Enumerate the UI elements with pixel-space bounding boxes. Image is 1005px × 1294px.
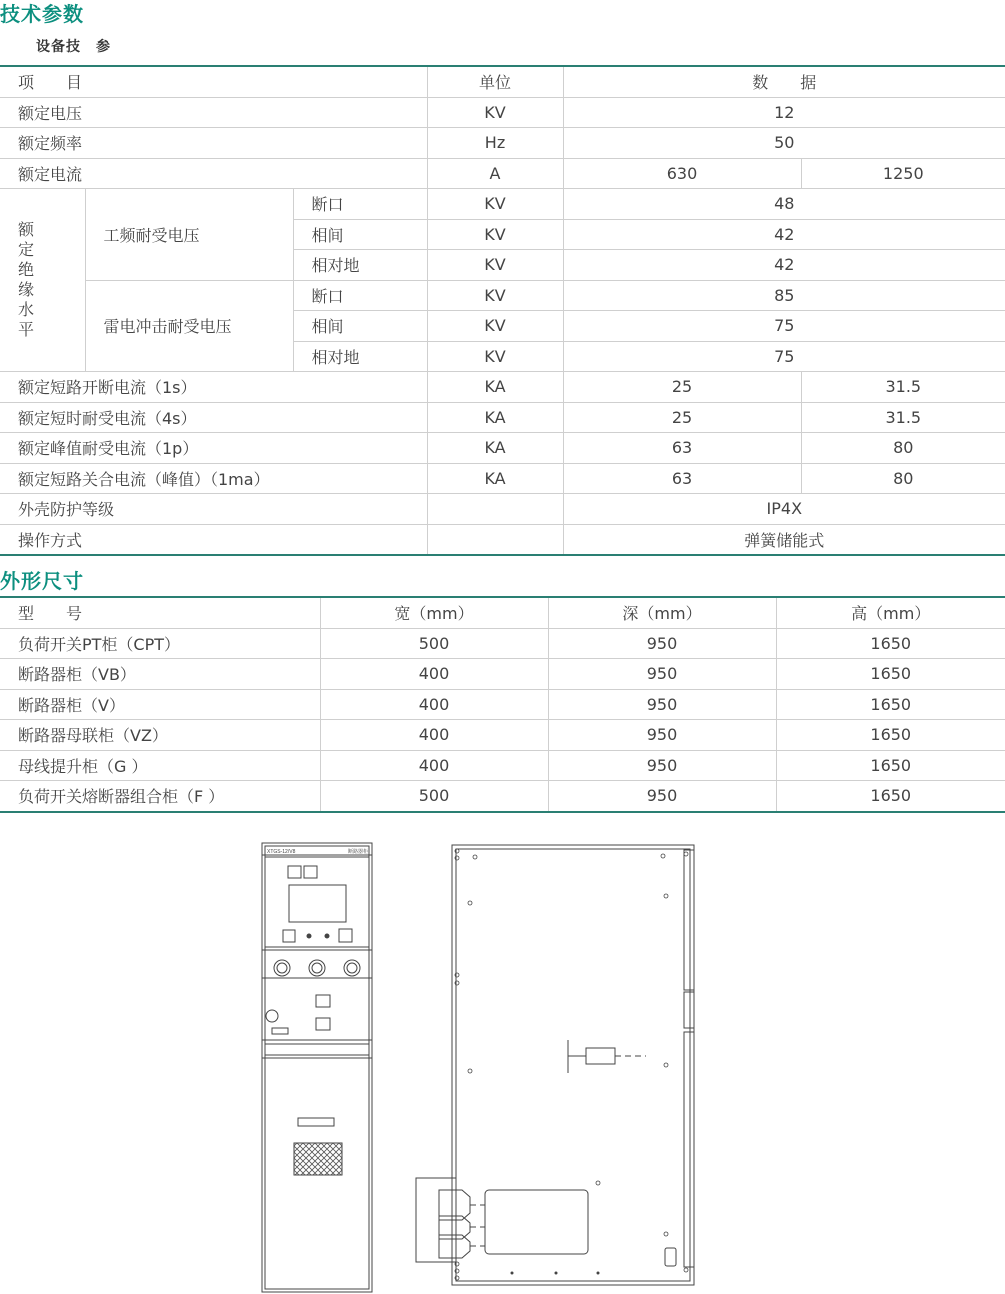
row-height: 1650 [776, 750, 1005, 781]
group-char: 额 [18, 220, 35, 239]
row-unit: Hz [427, 128, 563, 159]
table-row [0, 372, 1005, 403]
dimensions-table [0, 596, 1005, 813]
row-value-2: 1250 [801, 158, 1005, 189]
row-unit: KV [427, 219, 563, 250]
row-unit: KA [427, 433, 563, 464]
row-unit: KA [427, 463, 563, 494]
row-item: 操作方式 [0, 524, 427, 555]
row-item: 额定短路关合电流（峰值）（1ma） [0, 463, 427, 494]
row-unit: KA [427, 372, 563, 403]
header-depth: 深（mm） [548, 597, 776, 628]
row-unit: KV [427, 97, 563, 128]
row-value-2: 31.5 [801, 372, 1005, 403]
row-value: 85 [563, 280, 1005, 311]
row-width: 400 [320, 689, 548, 720]
row-value-1: 25 [563, 372, 801, 403]
table-row [0, 494, 1005, 525]
row-height: 1650 [776, 720, 1005, 751]
row-unit: KA [427, 402, 563, 433]
row-item: 额定峰值耐受电流（1p） [0, 433, 427, 464]
table-row [0, 433, 1005, 464]
row-unit: KV [427, 250, 563, 281]
section-title-tech: 技术参数 [0, 2, 84, 26]
row-model: 断路器柜（VB） [0, 659, 320, 690]
row-depth: 950 [548, 750, 776, 781]
table-row [0, 402, 1005, 433]
row-height: 1650 [776, 781, 1005, 812]
row-unit: A [427, 158, 563, 189]
row-unit: KV [427, 341, 563, 372]
power-freq-label: 工频耐受电压 [85, 189, 293, 281]
row-item: 额定频率 [0, 128, 427, 159]
row-value: 弹簧储能式 [563, 524, 1005, 555]
table-row [0, 720, 1005, 751]
front-model-label: XTGS-12/V8 [267, 849, 296, 855]
section-title-dimensions: 外形尺寸 [0, 569, 84, 593]
row-model: 负荷开关PT柜（CPT） [0, 628, 320, 659]
row-sub: 相对地 [293, 250, 427, 281]
row-model: 断路器母联柜（VZ） [0, 720, 320, 751]
row-depth: 950 [548, 781, 776, 812]
table-row [0, 463, 1005, 494]
row-height: 1650 [776, 659, 1005, 690]
row-width: 500 [320, 628, 548, 659]
group-char: 缘 [18, 280, 35, 299]
row-sub: 断口 [293, 280, 427, 311]
header-width: 宽（mm） [320, 597, 548, 628]
row-height: 1650 [776, 628, 1005, 659]
group-char: 水 [18, 300, 35, 319]
row-unit: KV [427, 311, 563, 342]
cabinet-front-view-drawing [258, 840, 378, 1294]
row-value: 75 [563, 311, 1005, 342]
row-value-1: 63 [563, 433, 801, 464]
row-depth: 950 [548, 628, 776, 659]
row-width: 400 [320, 750, 548, 781]
header-unit: 单位 [427, 66, 563, 97]
row-value-2: 31.5 [801, 402, 1005, 433]
table-row [0, 628, 1005, 659]
row-unit: KV [427, 280, 563, 311]
lightning-label: 雷电冲击耐受电压 [85, 280, 293, 372]
header-height: 高（mm） [776, 597, 1005, 628]
table-row [0, 781, 1005, 812]
row-item: 额定短路开断电流（1s） [0, 372, 427, 403]
front-type-label: 断路器柜 [348, 849, 369, 855]
row-model: 断路器柜（V） [0, 689, 320, 720]
table-row [0, 750, 1005, 781]
table-row [0, 158, 1005, 189]
row-item: 额定短时耐受电流（4s） [0, 402, 427, 433]
row-depth: 950 [548, 659, 776, 690]
row-model: 负荷开关熔断器组合柜（F ） [0, 781, 320, 812]
table-row [0, 280, 1005, 311]
row-unit: KV [427, 189, 563, 220]
row-value: 48 [563, 189, 1005, 220]
row-value-1: 25 [563, 402, 801, 433]
row-value: 50 [563, 128, 1005, 159]
row-width: 400 [320, 720, 548, 751]
row-item: 额定电流 [0, 158, 427, 189]
row-depth: 950 [548, 720, 776, 751]
table-row [0, 659, 1005, 690]
cabinet-side-view-drawing [410, 840, 700, 1294]
row-item: 外壳防护等级 [0, 494, 427, 525]
row-sub: 断口 [293, 189, 427, 220]
row-value: 12 [563, 97, 1005, 128]
group-char: 绝 [18, 260, 35, 279]
row-sub: 相间 [293, 219, 427, 250]
tech-params-table [0, 65, 1005, 556]
row-value: 75 [563, 341, 1005, 372]
section-subtitle: 设备技 参 [36, 39, 111, 55]
row-value: 42 [563, 219, 1005, 250]
row-value-2: 80 [801, 433, 1005, 464]
header-data: 数 据 [563, 66, 1005, 97]
table-row [0, 689, 1005, 720]
table-header-row [0, 66, 1005, 97]
row-model: 母线提升柜（G ） [0, 750, 320, 781]
row-height: 1650 [776, 689, 1005, 720]
row-item: 额定电压 [0, 97, 427, 128]
table-row [0, 189, 1005, 220]
row-value: IP4X [563, 494, 1005, 525]
table-row [0, 128, 1005, 159]
group-char: 平 [18, 320, 35, 339]
row-width: 500 [320, 781, 548, 812]
row-unit [427, 524, 563, 555]
table-row [0, 97, 1005, 128]
row-value-2: 80 [801, 463, 1005, 494]
row-width: 400 [320, 659, 548, 690]
insulation-group-label [0, 189, 85, 372]
table-header-row [0, 597, 1005, 628]
row-sub: 相对地 [293, 341, 427, 372]
row-value-1: 63 [563, 463, 801, 494]
row-sub: 相间 [293, 311, 427, 342]
row-depth: 950 [548, 689, 776, 720]
table-row [0, 524, 1005, 555]
header-model: 型 号 [0, 597, 320, 628]
header-item: 项 目 [0, 66, 427, 97]
row-unit [427, 494, 563, 525]
group-char: 定 [18, 240, 35, 259]
row-value: 42 [563, 250, 1005, 281]
row-value-1: 630 [563, 158, 801, 189]
